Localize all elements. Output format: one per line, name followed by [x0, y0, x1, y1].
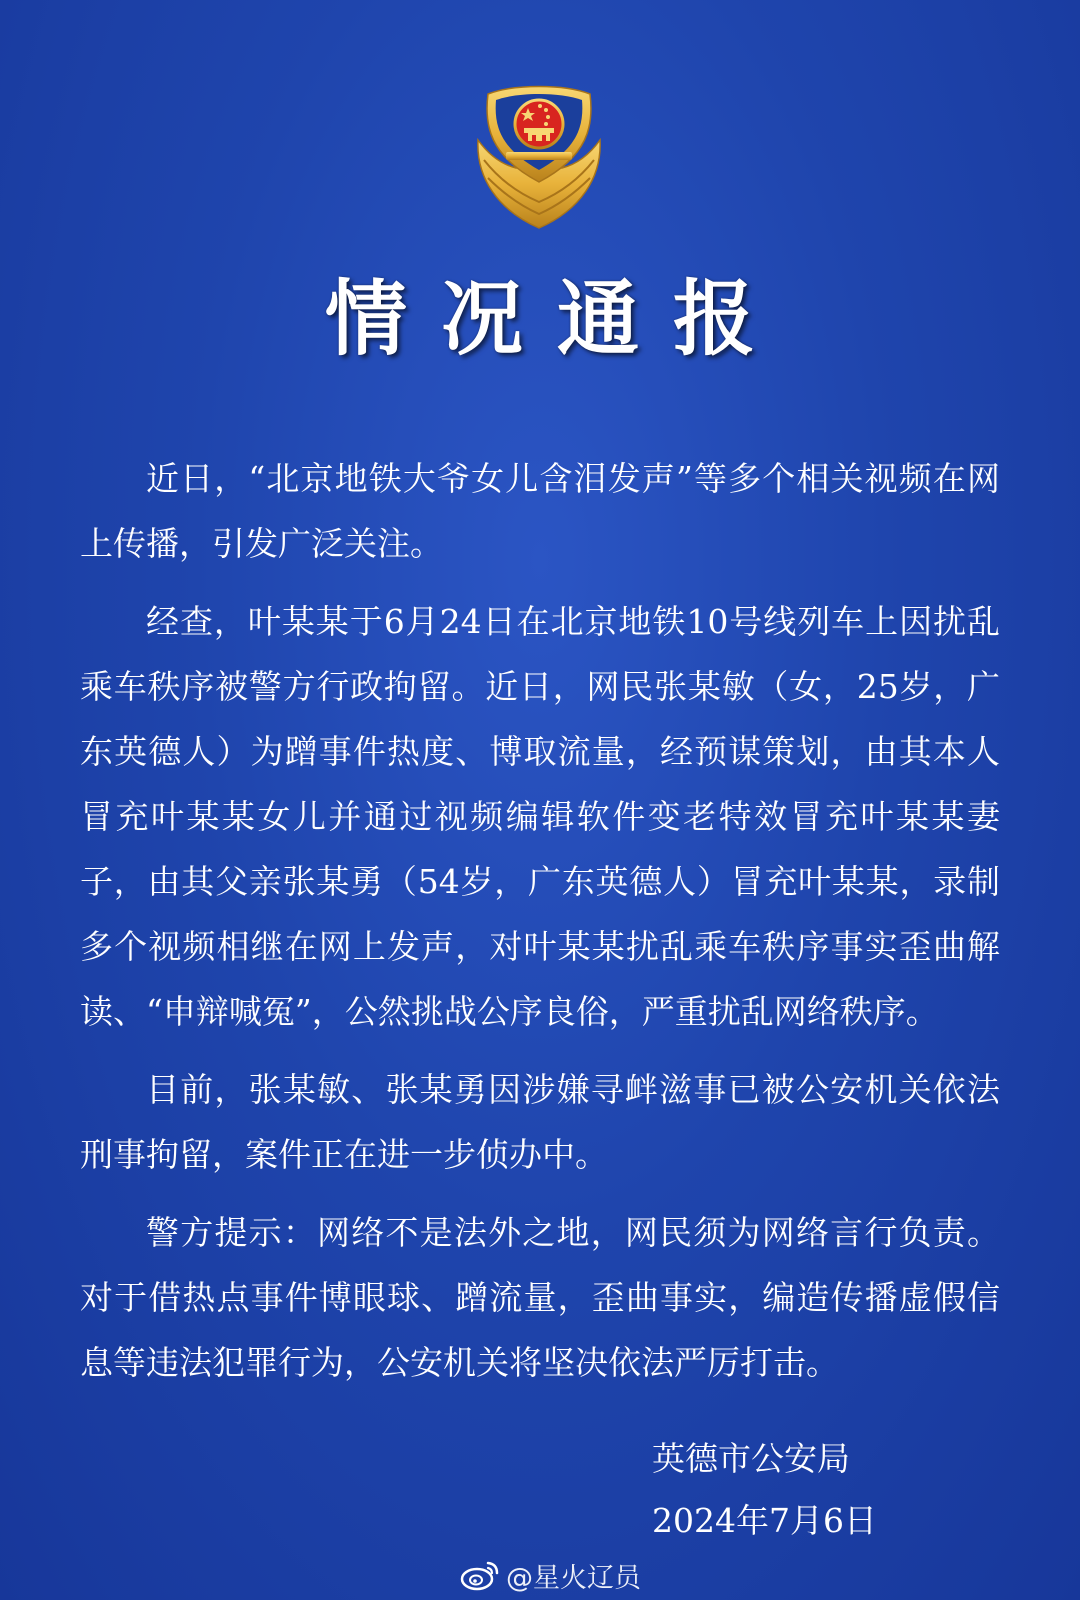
paragraph-1: 近日，“北京地铁大爷女儿含泪发声”等多个相关视频在网上传播，引发广泛关注。 [80, 459, 1000, 563]
issuer-name: 英德市公安局 [652, 1439, 850, 1478]
notice-body [80, 446, 1000, 1408]
notice-title: 情况通报 [324, 272, 789, 367]
watermark-text: @星火辽员 [506, 1562, 641, 1594]
paragraph-4: 警方提示：网络不是法外之地，网民须为网络言行负责。对于借热点事件博眼球、蹭流量，歪曲事实，编造传播虚假信息等违法犯罪行为，公安机关将坚决依法严厉打击。 [80, 1213, 1000, 1382]
paragraph-3: 目前，张某敏、张某勇因涉嫌寻衅滋事已被公安机关依法刑事拘留，案件正在进一步侦办中。 [80, 1070, 1000, 1174]
signature-block [652, 1428, 912, 1552]
weibo-icon [460, 1559, 500, 1591]
issue-date: 2024年7月6日 [652, 1501, 877, 1540]
weibo-watermark [460, 1558, 641, 1592]
paragraph-2: 经查，叶某某于6月24日在北京地铁10号线列车上因扰乱乘车秩序被警方行政拘留。近日，网民张某敏（女，25岁，广东英德人）为蹭事件热度、博取流量，经预谋策划，由其本人冒充叶某某女儿并通过视频编辑软件变老特效冒充叶某某妻子，由其父亲张某勇（54岁，广东英德人）冒充叶某某，录制多个视频相继在网上发声，对叶某某扰乱乘车秩序事实歪曲解读、“申辩喊冤”，公然挑战公序良俗，严重扰乱网络秩序。 [80, 602, 1000, 1031]
police-emblem-icon [466, 82, 612, 232]
